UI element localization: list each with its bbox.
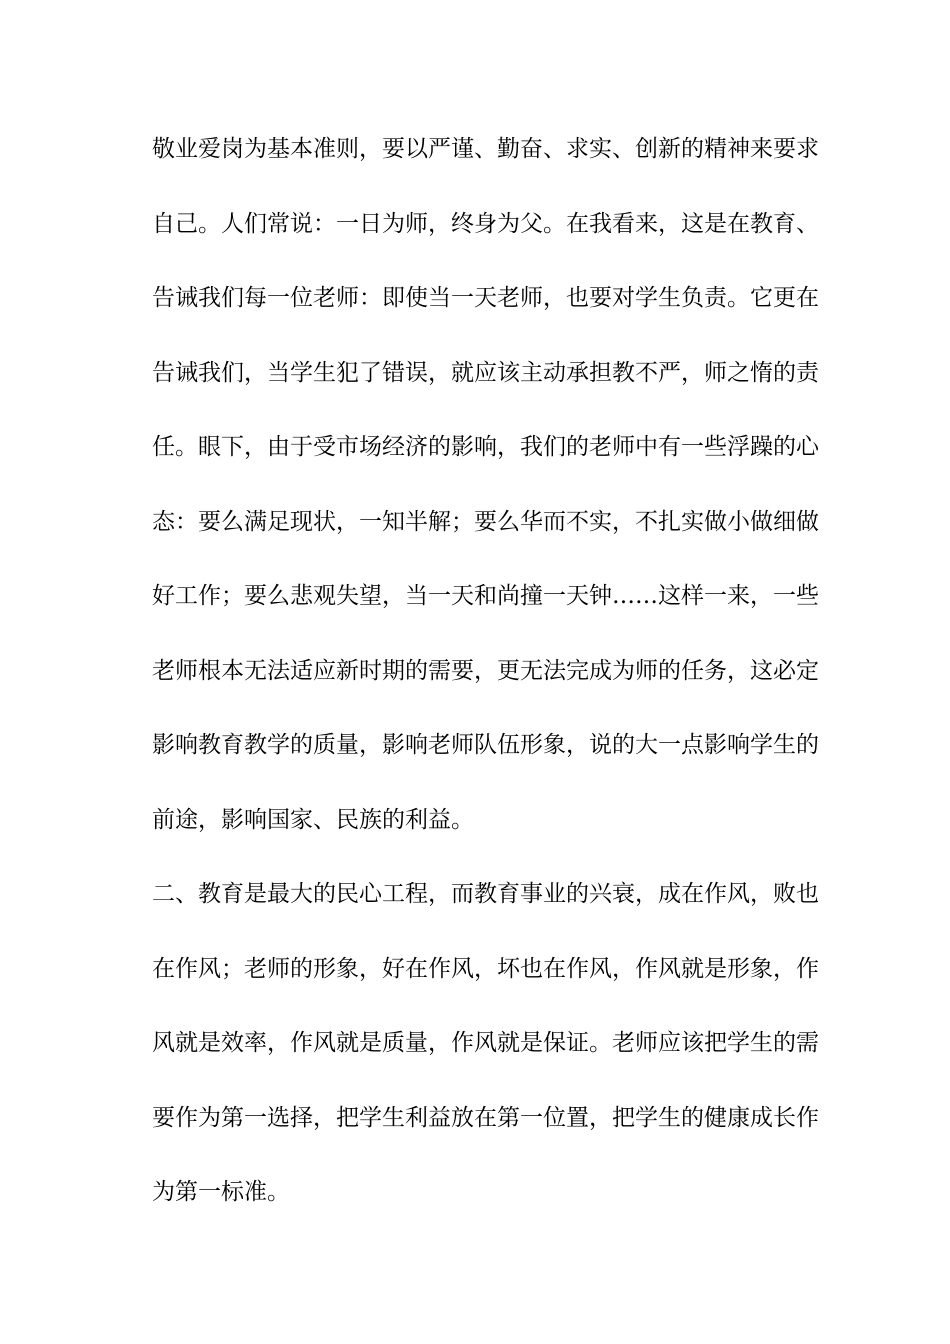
text-line: 影响教育教学的质量，影响老师队伍形象，说的大一点影响学生的 [152, 732, 819, 758]
section-heading-line: 二、教育是最大的民心工程，而教育事业的兴衰，成在作风，败也 [152, 881, 819, 907]
text-line: 要作为第一选择，把学生利益放在第一位置，把学生的健康成长作 [152, 1104, 819, 1131]
text-line: 风就是效率，作风就是质量，作风就是保证。老师应该把学生的需 [152, 1030, 819, 1056]
body-text [152, 124, 819, 1242]
text-line: 好工作；要么悲观失望，当一天和尚撞一天钟……这样一来，一些 [152, 583, 819, 609]
text-line: 自己。人们常说：一日为师，终身为父。在我看来，这是在教育、 [152, 210, 819, 237]
text-line: 为第一标准。 [152, 1179, 290, 1205]
text-line: 告诫我们，当学生犯了错误，就应该主动承担教不严，师之惰的责 [152, 359, 819, 386]
text-line: 告诫我们每一位老师：即使当一天老师，也要对学生负责。它更在 [152, 285, 819, 311]
text-line: 态：要么满足现状，一知半解；要么华而不实，不扎实做小做细做 [152, 508, 819, 535]
text-line: 敬业爱岗为基本准则，要以严谨、勤奋、求实、创新的精神来要求 [152, 136, 819, 162]
text-line: 老师根本无法适应新时期的需要，更无法完成为师的任务，这必定 [152, 657, 819, 684]
text-line: 前途，影响国家、民族的利益。 [152, 806, 474, 833]
text-line: 在作风；老师的形象，好在作风，坏也在作风，作风就是形象，作 [152, 955, 819, 982]
text-line: 任。眼下，由于受市场经济的影响，我们的老师中有一些浮躁的心 [152, 434, 819, 460]
